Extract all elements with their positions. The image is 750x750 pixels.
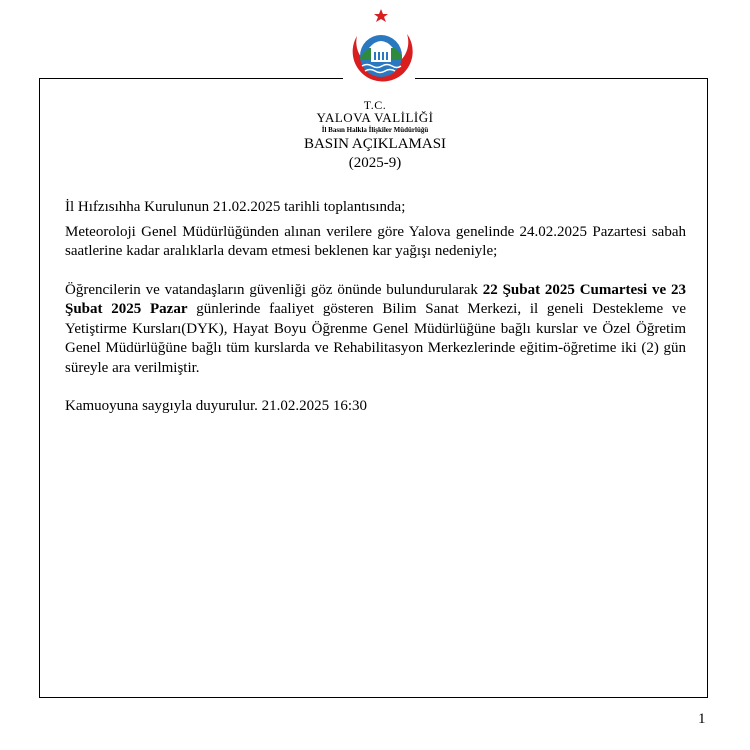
paragraph-2: Meteoroloji Genel Müdürlüğünden alınan verilere göre Yalova genelinde 24.02.2025 Pazartesi sabah saatlerine kadar aralıklarla devam etmesi beklenen kar yağışı nedeniyle; <box>65 223 686 259</box>
paragraph-3-end: günlerinde faaliyet gösteren Bilim Sanat Merkezi, il geneli Destekleme ve Yetiştirme Kursları(DYK), Hayat Boyu Öğrenme Genel Müdürlüğüne bağlı kurslar ve Özel Öğretim Genel Müdürlüğüne bağlı tüm kurslarda ve Rehabilitasyon Merkezlerinde eğitim-öğretime iki (2) gün süreyle ara verilmiştir. <box>65 301 686 376</box>
yalova-governorship-logo-icon <box>343 8 415 92</box>
paragraph-1: İl Hıfzısıhha Kurulunun 21.02.2025 tarihli toplantısında; <box>65 199 406 215</box>
header-department: İl Basın Halkla İlişkiler Müdürlüğü <box>321 126 429 134</box>
page-number: 1 <box>698 711 706 727</box>
paragraph-4: Kamuoyuna saygıyla duyurulur. 21.02.2025 16:30 <box>65 398 368 414</box>
document-body <box>65 198 686 436</box>
header-office: YALOVA VALİLİĞİ <box>316 110 434 125</box>
paragraph-3-start: Öğrencilerin ve vatandaşların güvenliği göz önünde bulundurularak <box>65 281 483 298</box>
paragraph-3-bold-dates: 22 Şubat 2025 Cumartesi ve 23 Şubat 2025 Pazar <box>65 281 686 317</box>
page-title: BASIN AÇIKLAMASI <box>303 136 447 152</box>
header-tc: T.C. <box>363 98 387 112</box>
announcement-number: (2025-9) <box>348 155 402 171</box>
paragraph-3 <box>65 281 686 379</box>
